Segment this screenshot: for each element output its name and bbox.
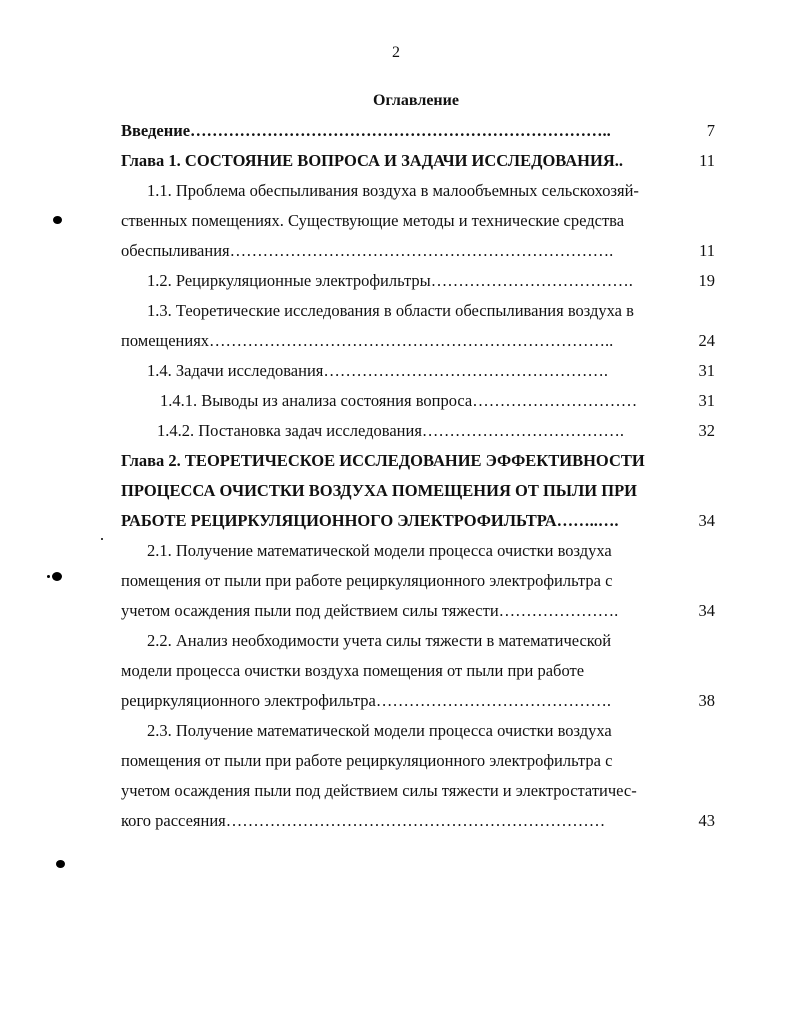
toc-page: 34 bbox=[698, 511, 715, 530]
scan-speck bbox=[52, 572, 62, 581]
toc-line-introduction: Введение………………………………………………………………….. bbox=[121, 121, 611, 140]
toc-line: 1.4.2. Постановка задач исследования………………………………. bbox=[157, 421, 625, 440]
scan-speck bbox=[47, 575, 50, 578]
toc-line: учетом осаждения пыли под действием силы тяжести…………………. bbox=[121, 601, 619, 620]
toc-line: помещения от пыли при работе рециркуляционного электрофильтра с bbox=[121, 571, 613, 590]
scan-speck bbox=[53, 216, 62, 224]
toc-line: 1.4. Задачи исследования……………………………………………. bbox=[147, 361, 609, 380]
toc-line: ственных помещениях. Существующие методы и технические средства bbox=[121, 211, 625, 230]
toc-page: 11 bbox=[699, 151, 715, 170]
toc-heading: Оглавление bbox=[373, 92, 459, 109]
toc-line: 2.2. Анализ необходимости учета силы тяжести в математической bbox=[147, 631, 612, 650]
toc-line: 1.2. Рециркуляционные электрофильтры………………………………. bbox=[147, 271, 633, 290]
toc-page: 43 bbox=[698, 811, 715, 830]
toc-line: помещениях……………………………………………………………….. bbox=[121, 331, 614, 350]
toc-line-chapter-2: Глава 2. ТЕОРЕТИЧЕСКОЕ ИССЛЕДОВАНИЕ ЭФФЕКТИВНОСТИ bbox=[121, 451, 645, 470]
toc-line: 1.4.1. Выводы из анализа состояния вопроса………………………… bbox=[160, 391, 638, 410]
toc-page: 31 bbox=[698, 361, 715, 380]
toc-line: рециркуляционного электрофильтра……………………………………. bbox=[121, 691, 611, 710]
toc-line: кого рассеяния…………………………………………………………… bbox=[121, 811, 606, 830]
toc-line: учетом осаждения пыли под действием силы тяжести и электростатичес- bbox=[121, 781, 637, 800]
toc-line: помещения от пыли при работе рециркуляционного электрофильтра с bbox=[121, 751, 613, 770]
toc-line: модели процесса очистки воздуха помещения от пыли при работе bbox=[121, 661, 585, 680]
toc-page: 31 bbox=[698, 391, 715, 410]
toc-line-chapter-1: Глава 1. СОСТОЯНИЕ ВОПРОСА И ЗАДАЧИ ИССЛЕДОВАНИЯ.. bbox=[121, 151, 624, 170]
toc-page: 24 bbox=[698, 331, 715, 350]
toc-line: 1.3. Теоретические исследования в области обеспыливания воздуха в bbox=[147, 301, 634, 320]
toc-line-chapter-2: РАБОТЕ РЕЦИРКУЛЯЦИОННОГО ЭЛЕКТРОФИЛЬТРА……..…. bbox=[121, 511, 619, 530]
toc-page: 38 bbox=[698, 691, 715, 710]
toc-line: 2.3. Получение математической модели процесса очистки воздуха bbox=[147, 721, 612, 740]
toc-page: 32 bbox=[698, 421, 715, 440]
toc-page: 34 bbox=[698, 601, 715, 620]
toc-page: 19 bbox=[698, 271, 715, 290]
scan-speck bbox=[101, 538, 103, 540]
toc-page: 11 bbox=[699, 241, 715, 260]
toc-line: 1.1. Проблема обеспыливания воздуха в малообъемных сельскохозяй- bbox=[147, 181, 639, 200]
toc-line-chapter-2: ПРОЦЕССА ОЧИСТКИ ВОЗДУХА ПОМЕЩЕНИЯ ОТ ПЫЛИ ПРИ bbox=[121, 481, 637, 500]
toc-line: 2.1. Получение математической модели процесса очистки воздуха bbox=[147, 541, 612, 560]
scan-speck bbox=[56, 860, 65, 868]
toc-line: обеспыливания……………………………………………………………. bbox=[121, 241, 614, 260]
page-number: 2 bbox=[392, 44, 400, 61]
toc-page: 7 bbox=[706, 121, 715, 140]
